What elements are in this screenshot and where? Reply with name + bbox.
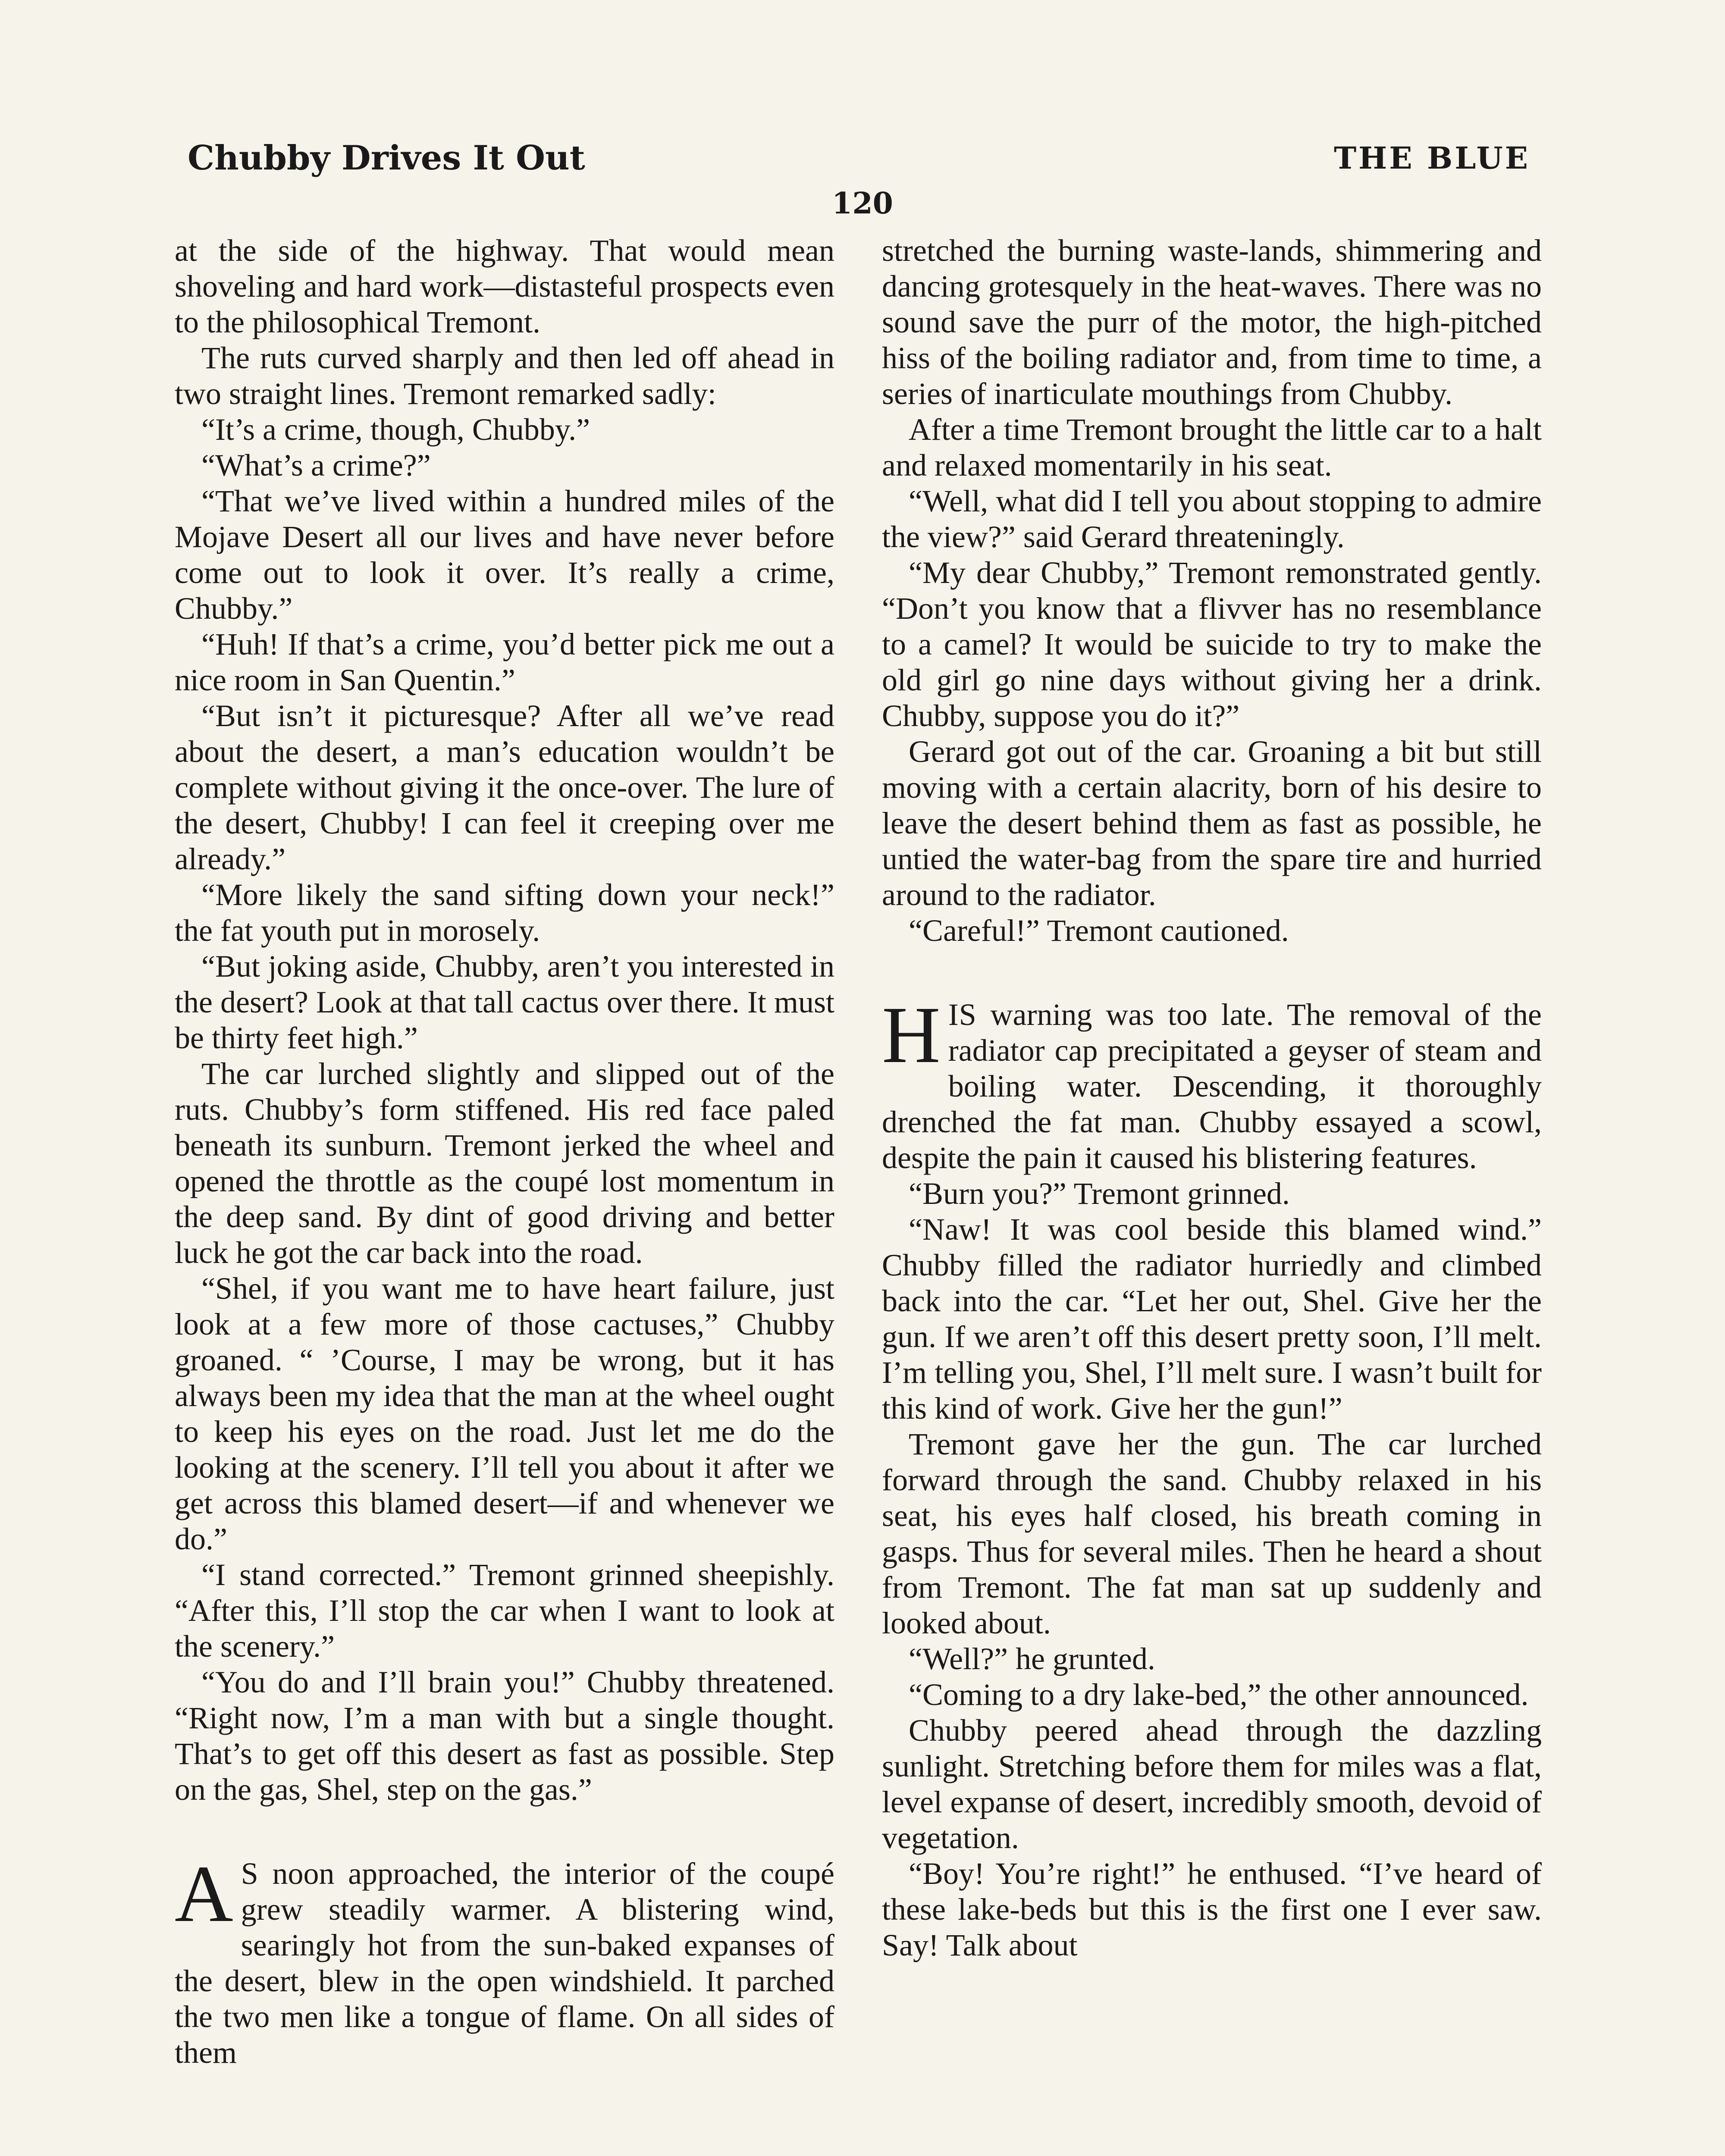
paragraph: Gerard got out of the car. Groaning a bit but still moving with a certain alacrity, born of his desire to leave the desert behind them as fast as possible, he untied the water-bag from the spare tire and hurried around to the radiator. [882, 734, 1542, 912]
paragraph: “I stand corrected.” Tremont grinned sheepishly. “After this, I’ll stop the car when I want to look at the scenery.” [175, 1557, 834, 1664]
paragraph: at the side of the highway. That would mean shoveling and hard work—distasteful prospects even to the philosophical Tremont. [175, 233, 834, 339]
paragraph: “Boy! You’re right!” he enthused. “I’ve heard of these lake-beds but this is the first one I ever saw. Say! Talk about [882, 1856, 1542, 1962]
lead-word: S [241, 1856, 259, 1891]
paragraph: stretched the burning waste-lands, shimmering and dancing grotesquely in the heat-waves. There was no sound save the purr of the motor, the high-pitched hiss of the boiling radiator and, from time to time, a series of inarticulate mouthings from Chubby. [882, 233, 1542, 411]
paragraph: Tremont gave her the gun. The car lurched forward through the sand. Chubby relaxed in his seat, his eyes half closed, his breath coming in gasps. Thus for several miles. Then he heard a shout from Tremont. The fat man sat up suddenly and looked about. [882, 1427, 1542, 1640]
drop-cap: H [882, 990, 941, 1080]
paragraph: “Burn you?” Tremont grinned. [909, 1176, 1290, 1211]
paragraph: The car lurched slightly and slipped out of the ruts. Chubby’s form stiffened. His red face paled beneath its sunburn. Tremont jerked the wheel and opened the throttle as the coupé lost momentum in the deep sand. By dint of good driving and better luck he got the car back into the road. [175, 1056, 834, 1270]
paragraph: Chubby peered ahead through the dazzling sunlight. Stretching before them for miles was a flat, level expanse of desert, incredibly smooth, devoid of vegetation. [882, 1713, 1542, 1855]
drop-cap: A [175, 1849, 233, 1939]
section-break [882, 949, 1542, 997]
paragraph: After a time Tremont brought the little car to a halt and relaxed momentarily in his seat. [882, 412, 1542, 483]
paragraph: “Huh! If that’s a crime, you’d better pick me out a nice room in San Quentin.” [175, 627, 834, 697]
right-paragraphs [882, 233, 1542, 949]
paragraph: “That we’ve lived within a hundred miles of the Mojave Desert all our lives and have never before come out to look it over. It’s really a crime, Chubby.” [175, 484, 834, 626]
paragraph: “Careful!” Tremont cautioned. [909, 913, 1289, 948]
paragraph: “Shel, if you want me to have heart failure, just look at a few more of those cactuses,” Chubby groaned. “ ’Course, I may be wrong, but it has always been my idea that the man at the wheel ought to keep his eyes on the road. Just let me do the looking at the scenery. I’ll tell you about it after we get across this blamed desert—if and whenever we do.” [175, 1271, 834, 1556]
paragraph: “But joking aside, Chubby, aren’t you interested in the desert? Look at that tall cactus over there. It must be thirty feet high.” [175, 949, 834, 1055]
section-text: noon approached, the interior of the coupé grew steadily warmer. A blistering wind, searingly hot from the sun-baked expanses of the desert, blew in the open windshield. It parched the two men like a tongue of flame. On all sides of them [175, 1856, 835, 2070]
lead-word: IS [948, 997, 977, 1032]
paragraph: “Coming to a dry lake-bed,” the other announced. [909, 1677, 1529, 1712]
page-number: 120 [832, 186, 893, 221]
paragraph: “You do and I’ll brain you!” Chubby threatened. “Right now, I’m a man with but a single thought. That’s to get off this desert as fast as possible. Step on the gas, Shel, step on the gas.” [175, 1665, 834, 1807]
paragraph: “It’s a crime, though, Chubby.” [201, 412, 590, 447]
right-column [882, 233, 1542, 1963]
paragraph: “What’s a crime?” [201, 448, 431, 483]
left-column [175, 233, 834, 2071]
paragraph: “My dear Chubby,” Tremont remonstrated gently. “Don’t you know that a flivver has no resemblance to a camel? It would be suicide to try to make the old girl go nine days without giving her a drink. Chubby, suppose you do it?” [882, 555, 1542, 733]
story-title: Chubby Drives It Out [188, 138, 585, 178]
paragraph: “Well?” he grunted. [909, 1642, 1155, 1676]
left-paragraphs [175, 233, 834, 1808]
paragraph: “But isn’t it picturesque? After all we’ve read about the desert, a man’s education wouldn’t be complete without giving it the once-over. The lure of the desert, Chubby! I can feel it creeping over me already.” [175, 699, 834, 876]
section-break [175, 1808, 834, 1856]
section-text: warning was too late. The removal of the radiator cap precipitated a geyser of steam and boiling water. Descending, it thoroughly drenched the fat man. Chubby essayed a scowl, despite the pain it caused his blistering features. [882, 997, 1542, 1175]
paragraph: “More likely the sand sifting down your neck!” the fat youth put in morosely. [175, 877, 834, 948]
right-paragraphs-continued [882, 1176, 1542, 1963]
magazine-name: THE BLUE [1334, 140, 1530, 176]
section-opening-paragraph [175, 1849, 835, 2071]
section-opening-paragraph [882, 990, 1542, 1176]
paragraph: “Naw! It was cool beside this blamed wind.” Chubby filled the radiator hurriedly and climbed back into the car. “Let her out, Shel. Give her the gun. If we aren’t off this desert pretty soon, I’ll melt. I’m telling you, Shel, I’ll melt sure. I wasn’t built for this kind of work. Give her the gun!” [882, 1212, 1542, 1426]
paragraph: The ruts curved sharply and then led off ahead in two straight lines. Tremont remarked sadly: [175, 341, 834, 411]
paragraph: “Well, what did I tell you about stopping to admire the view?” said Gerard threateningly. [882, 484, 1542, 554]
